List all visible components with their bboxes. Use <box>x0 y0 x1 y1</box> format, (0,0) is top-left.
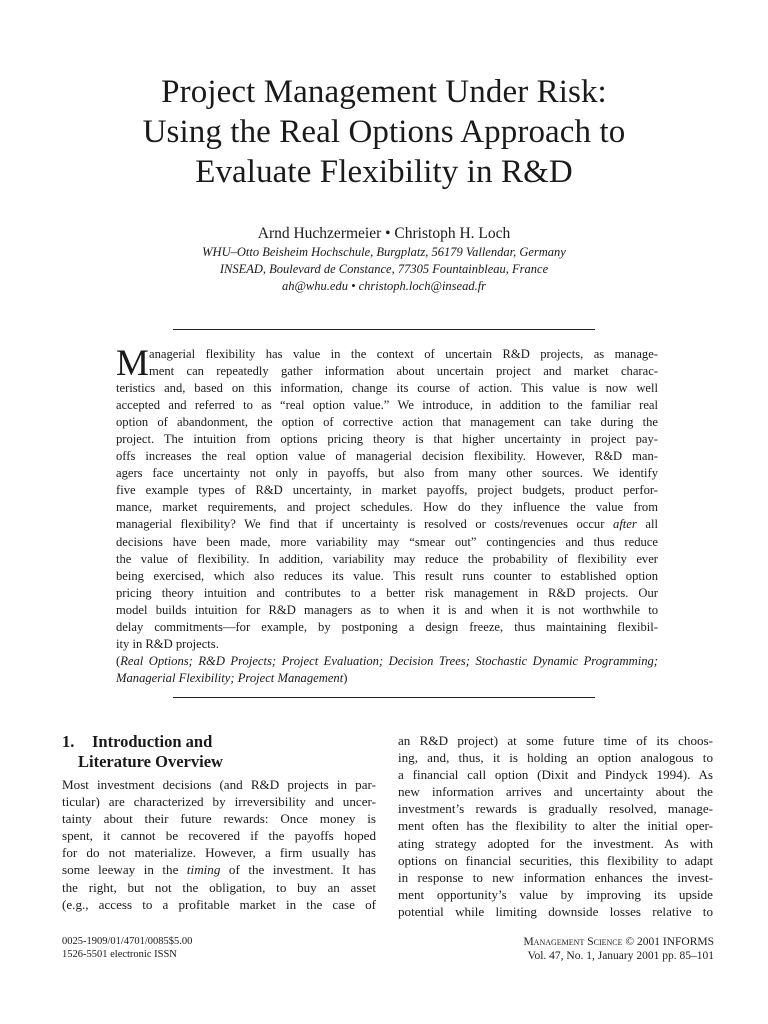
journal-copyright: © 2001 INFORMS <box>625 936 714 948</box>
body-line: options on financial securities, this flexibility to adapt <box>398 852 713 868</box>
abstract-line: five example types of R&D uncertainty, in market payoffs, project budgets, product perfor- <box>116 483 658 498</box>
abstract-line: agers face uncertainty not only in payoffs, but also from many other sources. We identify <box>116 466 658 481</box>
body-line: ment opportunity’s value by improving its upside <box>398 886 713 902</box>
body-line: (e.g., access to a profitable market in the case of <box>62 896 376 912</box>
footer-journal-line <box>523 935 714 949</box>
body-line: in response to new information enhances the invest- <box>398 869 713 885</box>
abstract-text: managerial flexibility? We find that if uncertainty is resolved or costs/revenues occur <box>116 517 605 532</box>
abstract-line: mance, market requirements, and project schedules. How do they influence the value from <box>116 500 658 515</box>
abstract-line: teristics and, based on this information, change its course of action. This value is now well <box>116 381 658 396</box>
affiliation-insead: INSEAD, Boulevard de Constance, 77305 Fountainbleau, France <box>219 262 549 276</box>
footer-codes <box>62 935 192 961</box>
abstract <box>116 343 658 687</box>
abstract-bottom-rule <box>173 697 595 698</box>
title-line-1: Project Management Under Risk: <box>161 74 607 110</box>
abstract-line: being exercised, which also reduces its value. This result runs counter to established option <box>116 568 658 583</box>
abstract-emphasis: after <box>613 517 637 532</box>
left-column <box>62 732 376 913</box>
body-emphasis: timing <box>186 862 221 878</box>
body-line: a financial call option (Dixit and Pindyck 1994). As <box>398 767 713 783</box>
abstract-dropcap: M <box>116 343 149 384</box>
journal-name: Management Science <box>523 936 623 948</box>
body-text: some leeway in the <box>62 862 179 878</box>
section-number: 1. <box>62 732 75 751</box>
body-line: spent, it cannot be recovered if the payoffs hoped <box>62 828 376 844</box>
body-line: the right, but not the obligation, to buy an asset <box>62 879 376 895</box>
section-heading <box>62 732 376 772</box>
paper-title <box>60 72 708 192</box>
keywords-paren: ( <box>116 653 121 668</box>
abstract-text: all <box>645 517 658 532</box>
abstract-line: delay commitments—for example, by postponing a design freeze, thus maintaining flexibil- <box>116 619 658 634</box>
section-heading-line <box>62 752 376 772</box>
body-line: investment’s rewards is gradually resolved, manage- <box>398 801 713 817</box>
abstract-line: ment can repeatedly gather information about uncertain project and market charac- <box>149 364 658 379</box>
body-line <box>62 861 376 878</box>
body-line: Most investment decisions (and R&D projects in par- <box>62 777 376 792</box>
footer-volume: Vol. 47, No. 1, January 2001 pp. 85–101 <box>527 950 714 962</box>
keywords-paren: ) <box>343 670 348 685</box>
section-title-2: Literature Overview <box>78 752 223 771</box>
body-line: for do not materialize. However, a firm usually has <box>62 845 376 861</box>
section-heading-line <box>62 732 376 752</box>
abstract-line: decisions have been made, more variability may “smear out” contingencies and thus reduce <box>116 534 658 549</box>
body-line: an R&D project) at some future time of its choos- <box>398 733 713 748</box>
title-line-3: Evaluate Flexibility in R&D <box>195 154 573 190</box>
abstract-line: project. The intuition from options pricing theory is that higher uncertainty in project pay- <box>116 432 658 447</box>
right-column <box>398 732 713 920</box>
title-line-2: Using the Real Options Approach to <box>142 114 626 150</box>
body-line: potential while limiting downside losses relative to <box>398 903 713 919</box>
body-line: ing, and, thus, it is holding an option analogous to <box>398 750 713 766</box>
abstract-line: the value of flexibility. In addition, variability may reduce the probability of flexibility ever <box>116 551 658 566</box>
abstract-keywords <box>116 670 658 687</box>
footer-issn: 1526-5501 electronic ISSN <box>62 949 177 960</box>
abstract-line <box>116 516 658 533</box>
abstract-line: pricing theory intuition and contributes to a better risk management in R&D projects. Our <box>116 585 658 600</box>
body-line: new information arrives and uncertainty about the <box>398 784 713 800</box>
keywords-line-1: Real Options; R&D Projects; Project Evaluation; Decision Trees; Stochastic Dynamic Programming; <box>120 653 658 668</box>
author-emails: ah@whu.edu • christoph.loch@insead.fr <box>281 279 487 293</box>
abstract-line: ity in R&D projects. <box>116 636 219 651</box>
body-line: ment often has the flexibility to alter the initial oper- <box>398 818 713 834</box>
abstract-keywords <box>116 653 658 670</box>
section-title-1: Introduction and <box>92 732 213 751</box>
body-line: ating strategy adopted for the investment. As with <box>398 835 713 851</box>
abstract-line: option of abandonment, the option of corrective action that management can take during the <box>116 415 658 430</box>
body-line: ticular) are characterized by irreversibility and uncer- <box>62 794 376 810</box>
footer-citation <box>523 935 714 963</box>
abstract-line: offs increases the real option value of managerial decision flexibility. However, R&D man- <box>116 449 658 464</box>
body-text: of the investment. It has <box>228 862 377 878</box>
body-line: tainty about their future rewards: Once money is <box>62 811 376 827</box>
footer-code: 0025-1909/01/4701/0085$5.00 <box>62 936 193 947</box>
abstract-line: anagerial flexibility has value in the context of uncertain R&D projects, as manage- <box>149 347 658 361</box>
affiliation-whu: WHU–Otto Beisheim Hochschule, Burgplatz, 56179 Vallendar, Germany <box>202 245 566 259</box>
author-names: Arnd Huchzermeier • Christoph H. Loch <box>257 225 511 242</box>
abstract-line: model builds intuition for R&D managers as to when it is and when it is not worthwhile to <box>116 602 658 617</box>
keywords-line-2: Managerial Flexibility; Project Management <box>116 670 344 685</box>
abstract-top-rule <box>173 329 595 330</box>
abstract-line: accepted and referred to as “real option value.” We introduce, in addition to the familiar real <box>116 398 658 413</box>
